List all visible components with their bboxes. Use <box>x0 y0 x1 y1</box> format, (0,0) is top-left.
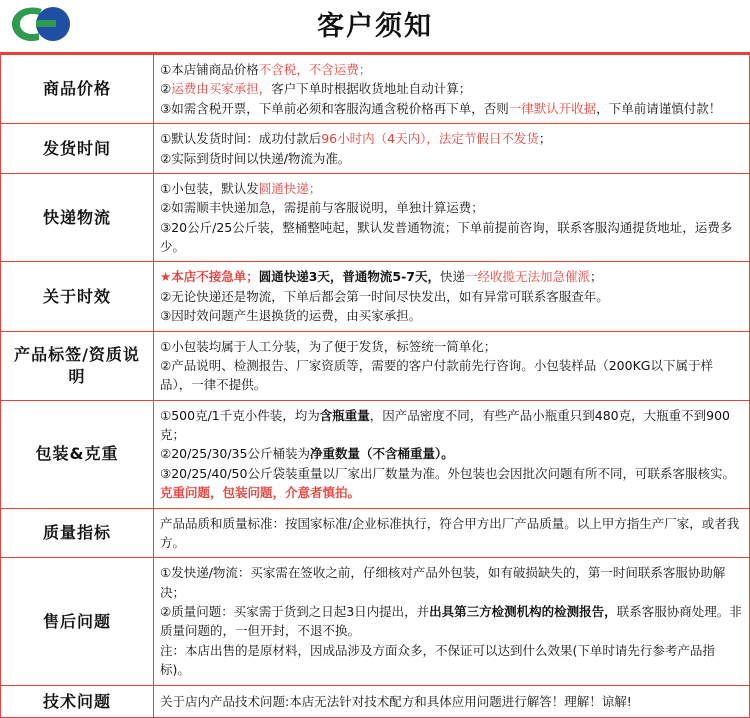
page-header <box>0 0 750 54</box>
notice-text: ； <box>590 269 603 285</box>
notice-text: ③因时效问题产生退换货的运费，由买家承担。 <box>160 308 422 324</box>
notice-line <box>160 267 743 286</box>
notice-text: 96小时内（4天内），法定节假日不发货 <box>321 131 539 147</box>
notice-text: 不含税，不含运费； <box>258 62 372 77</box>
notice-line <box>160 514 743 553</box>
notice-row-content <box>154 55 750 124</box>
notice-text: 产品品质和质量标准：按国家标准/企业标准执行，符合甲方出厂产品质量。以上甲方指生产厂家，或者我方。 <box>160 515 740 550</box>
notice-row <box>1 262 750 331</box>
notice-row-content <box>154 262 750 331</box>
notice-text: ①小包装，默认发 <box>160 180 259 196</box>
notice-text: ①小包装均属于人工分装，为了便于发货，标签统一简单化； <box>160 338 497 354</box>
notice-text: 运费由买家承担， <box>171 81 272 97</box>
notice-text: ★本店不接急单； <box>160 269 259 285</box>
notice-text: ，因产品密度不同，有些产品小瓶重只到480克，大瓶重不到900克； <box>160 407 730 442</box>
notice-line <box>160 60 743 79</box>
notice-row-content <box>154 124 750 174</box>
notice-row-label: 售后问题 <box>1 558 154 685</box>
notice-text: ①默认发货时间：成功付款后 <box>160 131 322 147</box>
notice-row-content <box>154 331 750 400</box>
notice-row-content <box>154 400 750 508</box>
notice-text: ②20/25/30/35公斤桶装为 <box>160 446 310 462</box>
notice-line <box>160 218 743 257</box>
notice-text: ； <box>538 131 552 147</box>
notice-table <box>0 54 750 718</box>
notice-line <box>160 563 743 602</box>
notice-text: 快递 <box>440 269 466 285</box>
notice-row-label: 商品价格 <box>1 55 154 124</box>
notice-row-label: 关于时效 <box>1 262 154 331</box>
notice-row-label: 质量指标 <box>1 508 154 558</box>
notice-text: 一经收揽无法加急催派 <box>465 269 591 285</box>
notice-text: ②质量问题：买家需于货到之日起3日内提出，并 <box>160 604 430 619</box>
notice-row-content <box>154 685 750 718</box>
notice-line <box>160 149 743 168</box>
notice-text: ①本店铺商品价格 <box>160 62 259 77</box>
notice-text: ②无论快递还是物流，下单后都会第一时间尽快发出，如有异常可联系客服查年。 <box>160 288 609 304</box>
notice-line <box>160 356 743 395</box>
notice-line <box>160 198 743 217</box>
notice-line <box>160 99 743 118</box>
notice-line <box>160 287 743 306</box>
notice-row-label: 发货时间 <box>1 124 154 174</box>
notice-row <box>1 124 750 174</box>
notice-text: 圆通快递3天，普通物流5-7天， <box>258 269 440 285</box>
notice-text: ② <box>160 81 172 97</box>
notice-text: ①发快递/物流：买家需在签收之前，仔细核对产品外包装，如有破损缺失的，第一时间联系客服协助解决； <box>160 565 726 600</box>
notice-text: 一律默认开收据 <box>508 100 597 116</box>
notice-row <box>1 558 750 685</box>
notice-text: 客户下单时根据收货地址自动计算； <box>271 81 472 97</box>
notice-text: 出具第三方检测机构的检测报告， <box>429 604 617 619</box>
notice-row-content <box>154 508 750 558</box>
notice-row-content <box>154 558 750 685</box>
notice-row <box>1 508 750 558</box>
notice-table-body <box>1 55 750 718</box>
notice-text: 联系客服协商处理。非质量问题的，一但开封，不退不换。 <box>160 604 742 639</box>
notice-row <box>1 685 750 718</box>
notice-row-label: 包装&克重 <box>1 400 154 508</box>
notice-line <box>160 406 743 445</box>
notice-line <box>160 129 743 148</box>
notice-text: 含瓶重量 <box>319 407 370 423</box>
notice-text: 圆通快递； <box>258 180 322 196</box>
notice-text: ②如需顺丰快递加急，需提前与客服说明，单独计算运费； <box>160 200 484 216</box>
notice-row-content <box>154 173 750 262</box>
notice-line <box>160 306 743 325</box>
notice-line <box>160 602 743 641</box>
notice-text: ②产品说明、检测报告、厂家资质等，需要的客户付款前先行咨询。小包装样品（200KG以下属于样品），一律不提供。 <box>160 357 713 393</box>
notice-line <box>160 641 743 680</box>
notice-line <box>160 483 743 502</box>
notice-row <box>1 173 750 262</box>
notice-row <box>1 55 750 124</box>
notice-line <box>160 337 743 356</box>
notice-line <box>160 79 743 98</box>
notice-text: ③如需含税开票，下单前必须和客服沟通含税价格再下单，否则 <box>160 100 509 116</box>
notice-line <box>160 444 743 463</box>
notice-row-label: 技术问题 <box>1 685 154 718</box>
notice-row-label: 产品标签/资质说明 <box>1 331 154 400</box>
notice-text: ②实际到货时间以快递/物流为准。 <box>160 150 351 166</box>
notice-text: 注：本店出售的是原材料，因成品涉及方面众多，不保证可以达到什么效果(下单时请先行参考产品指标)。 <box>160 642 715 678</box>
notice-row-label: 快递物流 <box>1 173 154 262</box>
notice-text: 净重数量（不含桶重量）。 <box>309 446 454 462</box>
notice-line <box>160 464 743 483</box>
notice-text: ，下单前请谨慎付款！ <box>596 100 722 116</box>
notice-line <box>160 179 743 198</box>
notice-line <box>160 692 743 711</box>
notice-row <box>1 400 750 508</box>
notice-text: ①500克/1千克小件装，均为 <box>160 407 320 423</box>
notice-text: 关于店内产品技术问题:本店无法针对技术配方和具体应用问题进行解答！理解！谅解! <box>160 693 632 709</box>
page-title: 客户须知 <box>317 11 433 42</box>
notice-text: 克重问题，包装问题，介意者慎拍。 <box>160 485 361 501</box>
notice-row <box>1 331 750 400</box>
notice-text: ③20/25/40/50公斤袋装重量以厂家出厂数量为准。外包装也会因批次问题有所不同，可联系客服核实。 <box>160 465 735 481</box>
notice-text: ③20公斤/25公斤装，整桶整吨起，默认发普通物流；下单前提前咨询，联系客服沟通提货地址，运费多少。 <box>160 219 733 254</box>
